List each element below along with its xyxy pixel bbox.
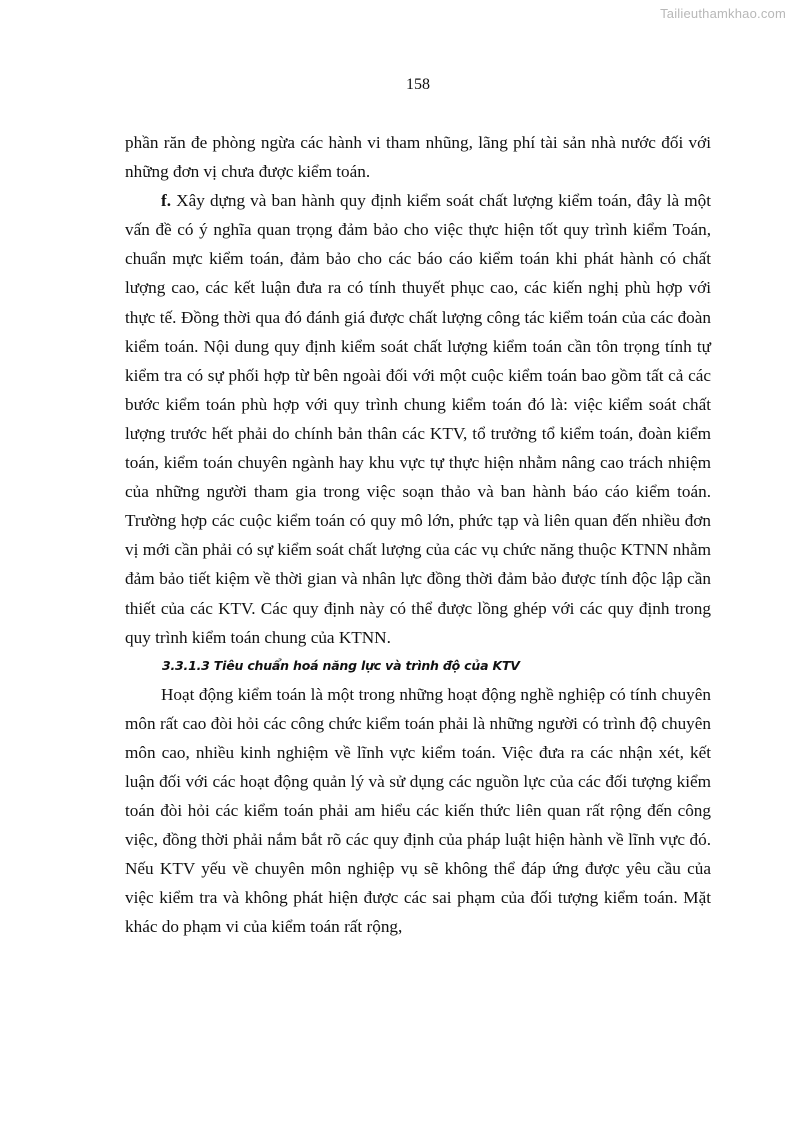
watermark: Tailieuthamkhao.com <box>660 6 786 21</box>
item-letter: f. <box>161 191 172 211</box>
paragraph-item-f-text: Xây dựng và ban hành quy định kiểm soát chất lượng kiểm toán, đây là một vấn đề có ý nghĩa quan trọng đảm bảo cho việc thực hiện tốt quy trình kiểm Toán, chuẩn mực kiểm toán, đảm bảo cho các báo cáo kiểm toán khi phát hành có chất lượng cao, các kết luận đưa ra có tính thuyết phục cao, các kiến nghị phù hợp với thực tế. Đồng thời qua đó đánh giá được chất lượng công tác kiểm toán của các đoàn kiểm toán. Nội dung quy định kiểm soát chất lượng kiểm toán cần tôn trọng tính tự kiểm tra có sự phối hợp từ bên ngoài đối với một cuộc kiểm toán bao gồm tất cả các bước kiểm toán phù hợp với quy trình chung kiểm toán đó là: việc kiểm soát chất lượng trước hết phải do chính bản thân các KTV, tổ trưởng tổ kiểm toán, đoàn kiểm toán, kiểm toán chuyên ngành hay khu vực tự thực hiện nhằm nâng cao trách nhiệm của những người tham gia trong việc soạn thảo và ban hành báo cáo kiểm toán. Trường hợp các cuộc kiểm toán có quy mô lớn, phức tạp và liên quan đến nhiều đơn vị mới cần phải có sự kiểm soát chất lượng của các vụ chức năng thuộc KTNN nhằm đảm bảo tiết kiệm về thời gian và nhân lực đồng thời đảm bảo được tính độc lập cần thiết của các KTV. Các quy định này có thể được lồng ghép với các quy định trong quy trình kiểm toán chung của KTNN. <box>125 191 711 647</box>
paragraph-section-body: Hoạt động kiểm toán là một trong những hoạt động nghề nghiệp có tính chuyên môn rất cao đòi hỏi các công chức kiểm toán phải là những người có trình độ chuyên môn cao, nhiều kinh nghiệm về lĩnh vực kiểm toán. Việc đưa ra các nhận xét, kết luận đối với các hoạt động quản lý và sử dụng các nguồn lực của các đối tượng kiểm toán đòi hỏi các kiểm toán phải am hiểu các kiến thức liên quan rất rộng đến công việc, đồng thời phải nắm bắt rõ các quy định của pháp luật hiện hành về lĩnh vực đó. Nếu KTV yếu về chuyên môn nghiệp vụ sẽ không thể đáp ứng được yêu cầu của việc kiểm tra và không phát hiện được các sai phạm của đối tượng kiểm toán. Mặt khác do phạm vi của kiểm toán rất rộng, <box>125 684 711 937</box>
section-heading: 3.3.1.3 Tiêu chuẩn hoá năng lực và trình độ của KTV <box>162 657 520 673</box>
document-body <box>125 128 711 942</box>
paragraph-item-f <box>125 186 711 652</box>
page-number: 158 <box>406 76 430 93</box>
paragraph-continuation: phần răn đe phòng ngừa các hành vi tham nhũng, lãng phí tài sản nhà nước đối với những đơn vị chưa được kiểm toán. <box>125 133 711 182</box>
